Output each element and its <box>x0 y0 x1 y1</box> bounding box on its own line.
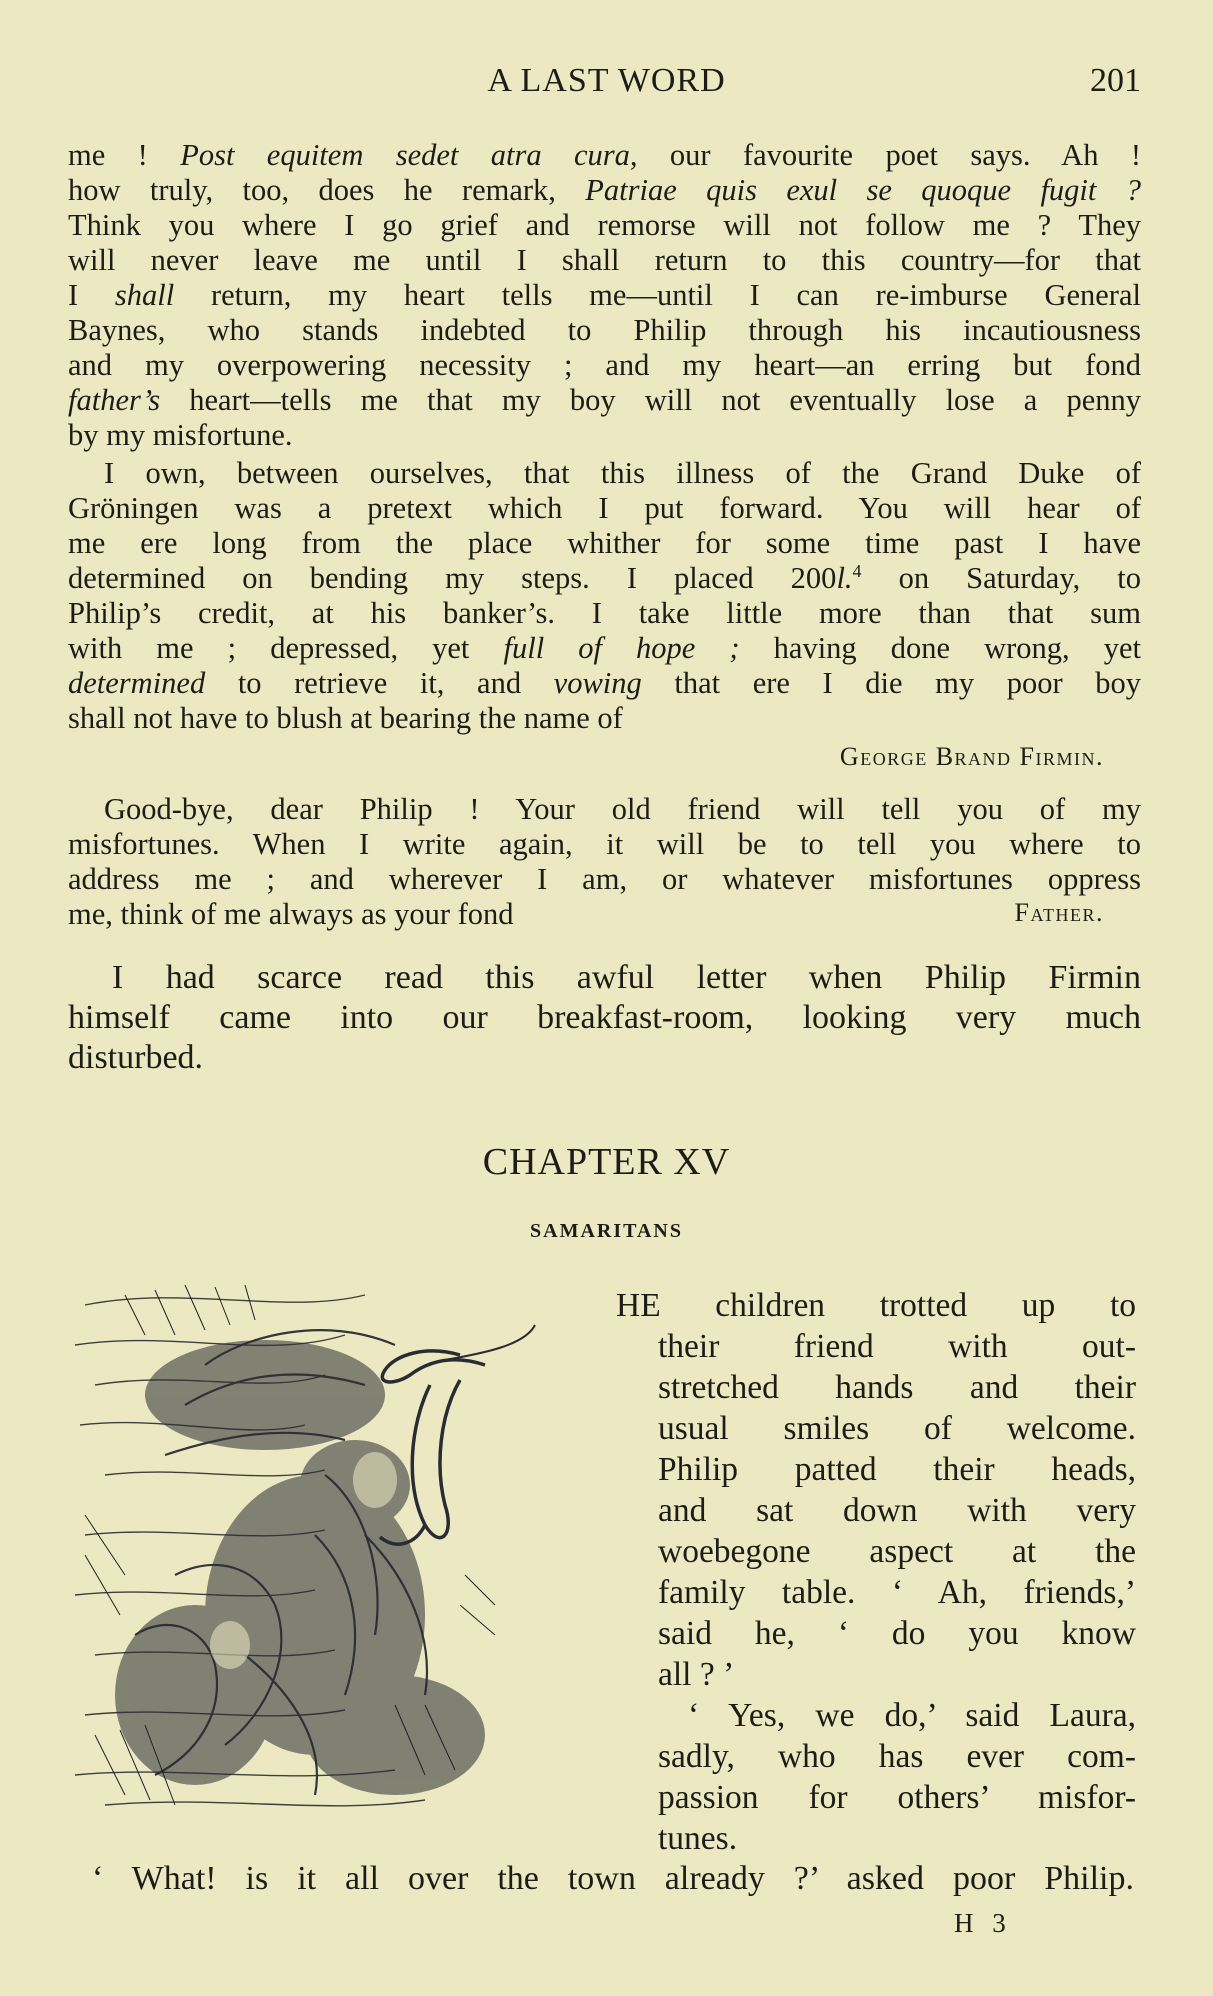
letter-signature: George Brand Firmin. <box>839 742 1104 771</box>
italic-text: full of hope ; <box>503 631 740 665</box>
chapter-text-line: sadly, who has ever com- <box>658 1738 1136 1775</box>
chapter-text-line: and sat down with very <box>658 1492 1136 1529</box>
text-line: father’s heart—tells me that my boy will not eventually lose a penny <box>68 383 1141 417</box>
text-line: by my misfortune. <box>68 418 293 452</box>
narrative-line: himself came into our breakfast-room, looking very much <box>68 999 1141 1036</box>
text-line: will never leave me until I shall return to this country—for that <box>68 243 1141 277</box>
chapter-text-line: stretched hands and their <box>658 1369 1136 1406</box>
chapter-text-line: woebegone aspect at the <box>658 1533 1136 1570</box>
italic-text: Post equitem sedet atra cura, <box>180 138 638 172</box>
text-line: determined to retrieve it, and vowing that ere I die my poor boy <box>68 666 1141 700</box>
text-line: shall not have to blush at bearing the name of <box>68 701 623 735</box>
text-line: Gröningen was a pretext which I put forward. You will hear of <box>68 491 1141 525</box>
engraved-illustration-drop-cap <box>65 1275 610 1825</box>
narrative-paragraph <box>68 958 1141 1078</box>
text-line: Philip’s credit, at his banker’s. I take little more than that sum <box>68 596 1141 630</box>
text-line: I shall return, my heart tells me—until I can re-imburse General <box>68 278 1141 312</box>
letter-paragraph-1 <box>68 138 1141 453</box>
text-line: misfortunes. When I write again, it will be to tell you where to <box>68 827 1141 861</box>
chapter-text-line: their friend with out- <box>658 1328 1136 1365</box>
italic-text: vowing <box>553 666 642 700</box>
text-line: address me ; and wherever I am, or whatever misfortunes oppress <box>68 862 1141 896</box>
letter-paragraph-2 <box>68 456 1141 736</box>
text-line: and my overpowering necessity ; and my heart—an erring but fond <box>68 348 1141 382</box>
italic-text: father’s <box>68 383 161 417</box>
text-line: how truly, too, does he remark, Patriae quis exul se quoque fugit ? <box>68 173 1141 207</box>
final-line: ‘ What! is it all over the town already ?’ asked poor Philip. <box>92 1860 1134 1897</box>
chapter-text-line: family table. ‘ Ah, friends,’ <box>658 1574 1136 1611</box>
chapter-text-line: passion for others’ misfor- <box>658 1779 1136 1816</box>
page-number: 201 <box>1090 62 1141 99</box>
text-line: me ! Post equitem sedet atra cura, our favourite poet says. Ah ! <box>68 138 1141 172</box>
text-line: me ere long from the place whither for some time past I have <box>68 526 1141 560</box>
chapter-title: CHAPTER XV <box>482 1141 731 1183</box>
narrative-line: I had scarce read this awful letter when Philip Firmin <box>112 959 1141 996</box>
chapter-text-line: usual smiles of welcome. <box>658 1410 1136 1447</box>
text-line: Good-bye, dear Philip ! Your old friend will tell you of my <box>104 792 1141 826</box>
footnote-marker: 4 <box>852 561 862 581</box>
signature-line <box>68 742 1141 778</box>
text-line: Think you where I go grief and remorse will not follow me ? They <box>68 208 1141 242</box>
chapter-text-line: ‘ Yes, we do,’ said Laura, <box>688 1697 1136 1734</box>
italic-text: shall <box>114 278 175 312</box>
text-line: Baynes, who stands indebted to Philip through his incautiousness <box>68 313 1141 347</box>
text-line: I own, between ourselves, that this illness of the Grand Duke of <box>104 456 1141 490</box>
closing-line <box>68 898 1141 934</box>
closing-signature: Father. <box>1014 898 1104 927</box>
italic-text: l. <box>836 561 853 595</box>
italic-text: Patriae quis exul se quoque fugit ? <box>585 173 1141 207</box>
text-line: me, think of me always as your fond <box>68 897 514 931</box>
narrative-line: disturbed. <box>68 1039 204 1076</box>
chapter-subtitle: SAMARITANS <box>530 1220 683 1242</box>
running-header: A LAST WORD <box>487 62 726 99</box>
chapter-text-line: Philip patted their heads, <box>658 1451 1136 1488</box>
italic-text: determined <box>68 666 206 700</box>
chapter-text-line: said he, ‘ do you know <box>658 1615 1136 1652</box>
chapter-text-line: all ? ’ <box>658 1656 735 1693</box>
chapter-text-column <box>616 1285 1136 1859</box>
signature-mark: H 3 <box>954 1908 1012 1938</box>
chapter-text-line: HE children trotted up to <box>616 1287 1136 1324</box>
text-line: determined on bending my steps. I placed 200l.$^4$ on Saturday, to <box>68 561 1141 595</box>
chapter-text-line: tunes. <box>658 1820 738 1857</box>
text-line: with me ; depressed, yet full of hope ; having done wrong, yet <box>68 631 1141 665</box>
